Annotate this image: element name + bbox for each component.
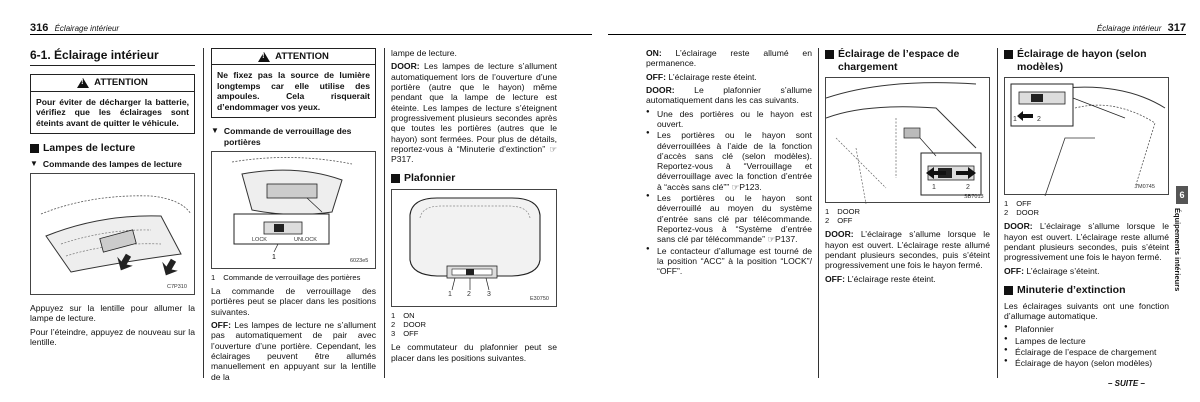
list-item: ● Le contacteur d’allumage est tourné de la position “ACC” à la position “LOCK”/ “OFF”. (646, 246, 812, 277)
figure-door-lock-switch (211, 151, 376, 269)
square-bullet-icon (1004, 50, 1013, 59)
svg-text:1: 1 (272, 253, 276, 261)
page-number: 317 (1167, 22, 1186, 34)
triangle-bullet-icon: ▼ (30, 158, 38, 168)
timer-lights-list (1004, 324, 1169, 368)
list-item: ● Plafonnier (1004, 324, 1169, 334)
subheading-door-lock: ▼ Commande de verrouillage des portières (211, 126, 352, 147)
column-divider (384, 48, 385, 378)
triangle-bullet-icon: ▼ (211, 126, 219, 136)
figure-dome-light (391, 189, 557, 307)
attention-header (31, 75, 194, 91)
paragraph-door-mode: DOOR: Le plafonnier s’allume automatiquement dans les cas suivants. (646, 84, 812, 106)
paragraph-off-mode: OFF: L’éclairage reste éteint. (646, 71, 757, 82)
legend-plafonnier (391, 311, 557, 338)
right-page-header (608, 22, 1186, 34)
door-cases-list (646, 109, 812, 277)
callout-3: 3 (487, 291, 491, 299)
list-item: ● Lampes de lecture (1004, 336, 1169, 346)
warning-icon (77, 78, 89, 88)
attention-text: Pour éviter de décharger la batterie, vérifiez que les éclairages sont éteints avant de quitter le véhicule. (36, 96, 189, 128)
callout-2: 2 (467, 291, 471, 299)
list-item: ● Les portières ou le hayon sont déverrouillées à l’aide de la fonction d’accès sans clé (selon modèles). Reportez-vous à “Verrouillage et déverrouillage avec la fonction d’entrée à “accès sans clé”” ☞P123. (646, 130, 812, 192)
legend-item: 1 DOOR (825, 207, 861, 217)
legend-item: 1 Commande de verrouillage des portières (211, 272, 361, 282)
paragraph-turn-off: Pour l’éteindre, appuyez de nouveau sur la lentille. (30, 326, 195, 348)
legend-tailgate-light (1004, 199, 1169, 217)
footer-continued: – SUITE – (1108, 379, 1145, 388)
callout-2: 2 (966, 184, 970, 192)
square-bullet-icon (391, 174, 400, 183)
header-section: Éclairage intérieur (1096, 24, 1162, 33)
paragraph-off-mode: OFF: Les lampes de lecture ne s’allument pas automatiquement de pair avec l’ouverture d’une portière. Cependant, les éclairages peuvent être allumés manuellement en appuyant sur la lentille de la (211, 320, 376, 382)
list-item: ● Éclairage de hayon (selon modèles) (1004, 358, 1169, 368)
right-col-2 (825, 48, 990, 287)
legend-item: 2 DOOR (391, 320, 427, 330)
figure-label-unlock: UNLOCK (294, 236, 317, 243)
attention-label: ATTENTION (275, 51, 329, 62)
paragraph-on-mode: ON: L’éclairage reste allumé en permanence. (646, 48, 812, 69)
heading-reading-lamps: Lampes de lecture (30, 142, 195, 155)
legend-item: 3 OFF (391, 329, 419, 339)
figure-code: E30750 (530, 296, 549, 303)
heading-plafonnier: Plafonnier (391, 172, 557, 185)
header-rule (30, 34, 592, 35)
column-divider (997, 48, 998, 378)
right-col-1 (646, 48, 812, 278)
left-col-1 (30, 48, 195, 350)
section-title: 6-1. Éclairage intérieur (30, 48, 195, 66)
page-number: 316 (30, 22, 49, 34)
callout-1: 1 (932, 184, 936, 192)
legend-item: 1 OFF (1004, 199, 1032, 209)
square-bullet-icon (825, 50, 834, 59)
attention-label: ATTENTION (94, 77, 148, 89)
header-section: Éclairage intérieur (54, 24, 120, 33)
heading-cargo-light: Éclairage de l’espace de chargement (825, 48, 990, 73)
paragraph-press-lens: Appuyez sur la lentille pour allumer la lampe de lecture. (30, 303, 195, 324)
heading-timer: Minuterie d’extinction (1004, 284, 1169, 297)
paragraph-continuation: lampe de lecture. (391, 48, 457, 58)
right-page (608, 0, 1200, 402)
warning-icon (258, 52, 270, 62)
paragraph-switch-positions: Le commutateur du plafonnier peut se placer dans les positions suivantes. (391, 342, 557, 363)
paragraph-off-mode: OFF: L’éclairage reste éteint. (825, 273, 936, 284)
left-page-header (30, 22, 590, 34)
legend-item: 2 DOOR (1004, 208, 1040, 218)
paragraph-off-mode: OFF: L’éclairage s’éteint. (1004, 265, 1100, 276)
legend-item: 1 ON (391, 311, 415, 321)
square-bullet-icon (30, 144, 39, 153)
callout-1: 1 (448, 291, 452, 299)
attention-text: Ne fixez pas la source de lumière longtemps car elle utilise des ampoules. Cela risquerait d’endommager vos yeux. (217, 70, 370, 112)
paragraph-door-mode: DOOR: Les lampes de lecture s’allument automatiquement lors de l’ouverture d’une portière (autre que le hayon) même pendant que la lampe de lecture est éteinte. Les lampes de lecture s’éteignent progressivement plusieurs secondes après que toutes les portières (autres que le hayon) sont fermées. Pour plus de détails, reportez-vous à “Minuterie d’extinction” ☞P317. (391, 61, 557, 165)
attention-box-eyes (211, 48, 376, 118)
paragraph-lock-positions: La commande de verrouillage des portières peut se placer dans les positions suivantes. (211, 286, 376, 317)
figure-label-lock: LOCK (252, 236, 267, 243)
paragraph-timer-intro: Les éclairages suivants ont une fonction d’allumage automatique. (1004, 300, 1169, 321)
column-divider (818, 48, 819, 378)
list-item: ● Éclairage de l’espace de chargement (1004, 347, 1169, 357)
callout-2: 2 (1037, 116, 1041, 124)
chapter-tab-label: Équipements intérieurs (1173, 208, 1182, 292)
column-divider (203, 48, 204, 378)
figure-code: 6023e5 (350, 257, 369, 264)
callout-1: 1 (1013, 116, 1017, 124)
paragraph-door-mode: DOOR: L’éclairage s’allume lorsque le hayon est ouvert. L’éclairage reste allumé pendant plusieurs secondes, puis s’éteint progressivement une fois le hayon fermé. (825, 229, 990, 271)
left-col-2 (211, 48, 376, 385)
figure-cargo-light (825, 77, 990, 203)
chapter-tab-number: 6 (1176, 186, 1188, 204)
header-rule (608, 34, 1186, 35)
paragraph-door-mode: DOOR: L’éclairage s’allume lorsque le hayon est ouvert. L’éclairage reste allumé pendant plusieurs secondes, puis s’éteint progressivement une fois le hayon fermé. (1004, 221, 1169, 263)
legend-door-lock (211, 273, 376, 282)
list-item: ● Les portières ou le hayon sont déverrouillé au moyen du système d’entrée sans clé par télécommande. Reportez-vous à “Système d’entrée sans clé par télécommande” ☞P137. (646, 193, 812, 245)
left-col-3 (391, 48, 557, 366)
square-bullet-icon (1004, 286, 1013, 295)
list-item: ● Une des portières ou le hayon est ouvert. (646, 109, 812, 130)
figure-code: 7M0745 (1135, 184, 1155, 191)
attention-box (30, 74, 195, 134)
figure-code: SB7013 (964, 194, 984, 201)
right-col-3 (1004, 48, 1169, 369)
figure-tailgate-light (1004, 77, 1169, 195)
figure-code: C7P310 (167, 284, 187, 291)
heading-tailgate-light: Éclairage de hayon (selon modèles) (1004, 48, 1169, 73)
legend-item: 2 OFF (825, 216, 853, 226)
attention-header (212, 49, 375, 65)
figure-reading-lamps (30, 173, 195, 295)
subheading-reading-control: ▼ Commande des lampes de lecture (30, 158, 182, 169)
left-page (0, 0, 592, 402)
legend-cargo-light (825, 207, 990, 225)
